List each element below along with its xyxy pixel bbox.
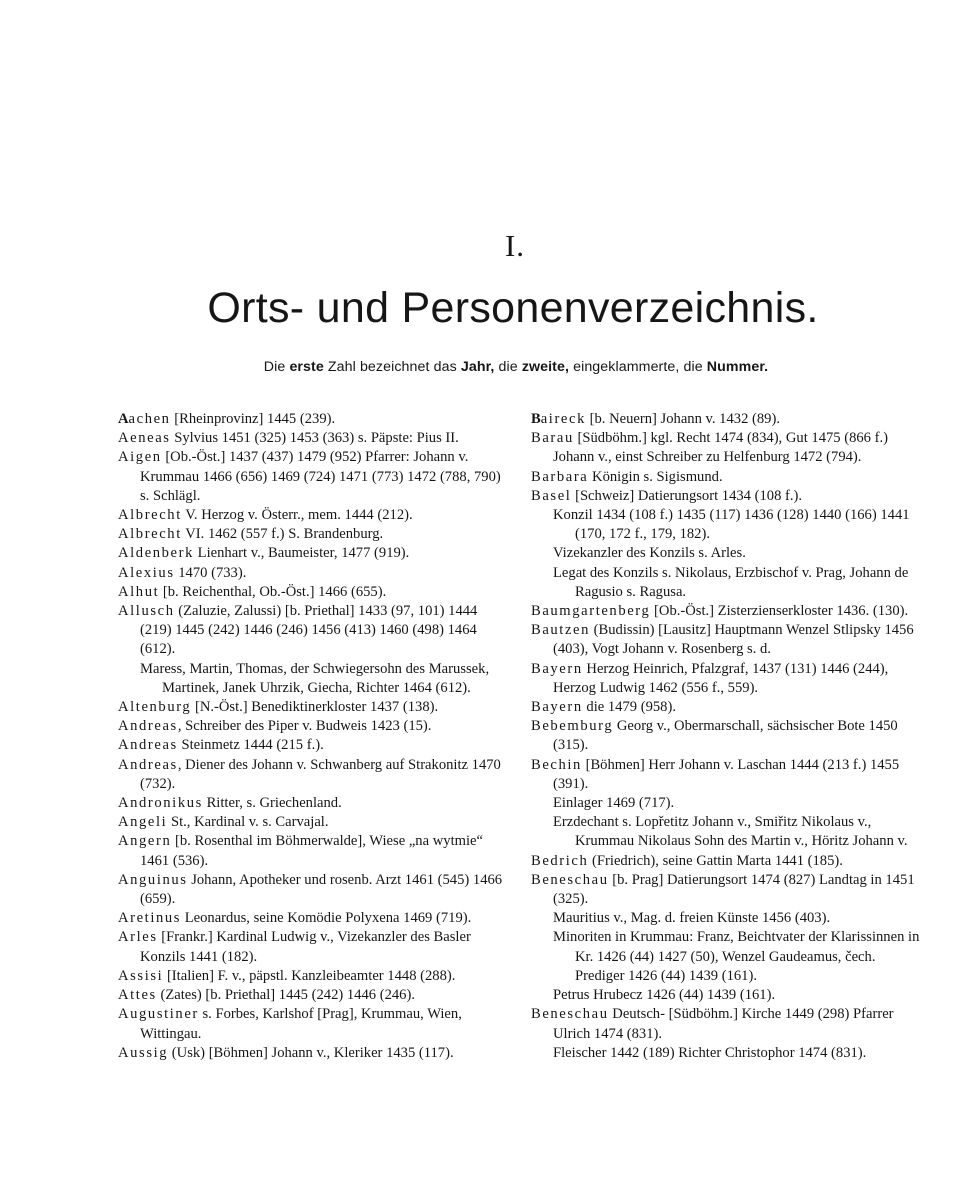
index-entry — [118, 525, 508, 544]
index-entry — [118, 429, 508, 448]
subtitle-bold: Jahr, — [460, 359, 495, 375]
entry-headword: Bautzen — [531, 622, 591, 639]
entry-headword: Aldenberk — [118, 545, 194, 562]
entry-headword: aireck — [540, 411, 586, 427]
entry-text: die 1479 (958). — [582, 699, 676, 716]
index-subentry: Konzil 1434 (108 f.) 1435 (117) 1436 (128) 1440 (166) 1441 (170, 172 f., 179, 182). — [553, 507, 910, 543]
entry-headword: Bechin — [531, 756, 582, 773]
subtitle-text: eingeklammerte, die — [573, 359, 703, 375]
index-entry — [118, 1044, 508, 1063]
entry-headword: Bedrich — [531, 852, 589, 869]
index-entry — [118, 756, 508, 794]
index-subentry: Minoriten in Krummau: Franz, Beichtvater der Klarissinnen in Kr. 1426 (44) 1427 (50), Wenzel Gaudeamus, čech. Prediger 1426 (44) 1439 (161). — [553, 929, 920, 984]
entry-headword: Beneschau — [531, 1006, 609, 1023]
entry-text: , Schreiber des Piper v. Budweis 1423 (15). — [177, 718, 432, 735]
entry-headword: Arles — [118, 929, 158, 946]
entry-text: [b. Rosenthal im Böhmerwalde], Wiese „na wytmie“ 1461 (536). — [140, 833, 483, 869]
entry-text: [Italien] F. v., päpstl. Kanzleibeamter 1448 (288). — [163, 967, 456, 984]
entry-headword: Anguinus — [118, 871, 188, 888]
index-subentry: Maress, Martin, Thomas, der Schwiegersohn des Marussek, Martinek, Janek Uhrzik, Giecha, Richter 1464 (612). — [140, 660, 490, 696]
index-entry — [531, 698, 921, 717]
index-subentry: Mauritius v., Mag. d. freien Künste 1456 (403). — [553, 910, 831, 927]
entry-text: Leonardus, seine Komödie Polyxena 1469 (719). — [181, 910, 472, 927]
entry-headword: Assisi — [118, 967, 164, 984]
page-title: Orts- und Personenverzeichnis. — [207, 284, 819, 332]
index-entry — [118, 698, 508, 717]
index-subentry: Petrus Hrubecz 1426 (44) 1439 (161). — [553, 987, 776, 1004]
entry-headword: Bebemburg — [531, 718, 614, 735]
entry-text: Ritter, s. Griechenland. — [202, 795, 342, 812]
entry-headword: Andronikus — [118, 795, 203, 812]
index-entry — [531, 660, 921, 698]
entry-headword: Aretinus — [118, 910, 182, 927]
entry-text: Königin s. Sigismund. — [588, 468, 723, 485]
index-entry — [118, 602, 508, 660]
entry-text: (Zaluzie, Zalussi) [b. Priethal] 1433 (97, 101) 1444 (219) 1445 (242) 1446 (246) 1456 (413) 1460 (498) 1464 (612). — [140, 603, 478, 658]
index-entry — [531, 756, 921, 794]
entry-text: (Usk) [Böhmen] Johann v., Kleriker 1435 (117). — [168, 1044, 454, 1061]
entry-text: [Südböhm.] kgl. Recht 1474 (834), Gut 1475 (866 f.) Johann v., einst Schreiber zu Helfenburg 1472 (794). — [553, 430, 888, 466]
entry-headword: Aussig — [118, 1044, 169, 1061]
index-column-left — [118, 410, 508, 1063]
index-entry — [118, 448, 508, 506]
index-subentry: Fleischer 1442 (189) Richter Christophor 1474 (831). — [553, 1044, 867, 1061]
entry-headword: Barbara — [531, 468, 589, 485]
index-entry — [118, 736, 508, 755]
index-entry — [118, 717, 508, 736]
subtitle-text: Die — [263, 359, 286, 375]
subtitle-bold: erste — [289, 359, 324, 375]
entry-text: [Rheinprovinz] 1445 (239). — [170, 411, 336, 427]
entry-text: 1470 (733). — [174, 564, 247, 581]
entry-text: [Böhmen] Herr Johann v. Laschan 1444 (213 f.) 1455 (391). — [553, 756, 900, 792]
index-entry — [118, 410, 508, 429]
index-entry — [118, 832, 508, 870]
index-entry — [118, 928, 508, 966]
index-subentry: Erzdechant s. Lopřetitz Johann v., Smiřitz Nikolaus v., Krummau Nikolaus Sohn des Martin v., Höritz Johann v. — [553, 814, 908, 850]
entry-text: [Ob.-Öst.] Zisterzienserkloster 1436. (130). — [650, 603, 909, 620]
entry-text: s. Forbes, Karlshof [Prag], Krummau, Wien, Wittingau. — [140, 1006, 462, 1042]
index-entry — [531, 1005, 921, 1043]
entry-headword: Albrecht — [118, 526, 182, 543]
index-entry — [531, 717, 921, 755]
index-entry — [531, 410, 921, 429]
entry-text: Steinmetz 1444 (215 f.). — [177, 737, 324, 754]
entry-headword: Beneschau — [531, 871, 609, 888]
entry-headword: Attes — [118, 987, 157, 1004]
index-subentry: Einlager 1469 (717). — [553, 795, 675, 812]
entry-text: (Budissin) [Lausitz] Hauptmann Wenzel Stlipsky 1456 (403), Vogt Johann v. Rosenberg s. d. — [553, 622, 914, 658]
entry-text: [b. Reichenthal, Ob.-Öst.] 1466 (655). — [159, 583, 387, 600]
entry-text: V. Herzog v. Österr., mem. 1444 (212). — [181, 507, 413, 524]
index-subentry: Legat des Konzils s. Nikolaus, Erzbischof v. Prag, Johann de Ragusio s. Ragusa. — [553, 564, 909, 600]
index-entry — [118, 564, 508, 583]
entry-text: [Schweiz] Datierungsort 1434 (108 f.). — [571, 487, 803, 504]
entry-headword: Andreas — [118, 756, 178, 773]
entry-text: [Frankr.] Kardinal Ludwig v., Vizekanzler des Basler Konzils 1441 (182). — [140, 929, 471, 965]
entry-text: Georg v., Obermarschall, sächsischer Bote 1450 (315). — [553, 718, 898, 754]
entry-text: Sylvius 1451 (325) 1453 (363) s. Päpste: Pius II. — [170, 430, 459, 447]
index-column-right — [531, 410, 921, 1063]
subtitle-text: die — [498, 359, 518, 375]
index-entry — [118, 871, 508, 909]
entry-headword: Andreas — [118, 718, 178, 735]
index-entry — [531, 487, 921, 506]
subtitle-text: Zahl bezeichnet das — [327, 359, 457, 375]
entry-headword: Andreas — [118, 737, 178, 754]
index-subentry: Vizekanzler des Konzils s. Arles. — [553, 545, 746, 562]
subtitle-bold: zweite, — [521, 359, 570, 375]
index-entry — [118, 794, 508, 813]
entry-headword: Aeneas — [118, 430, 171, 447]
index-entry — [118, 986, 508, 1005]
initial-letter: A — [118, 411, 129, 427]
entry-headword: Basel — [531, 487, 572, 504]
entry-headword: Bayern — [531, 660, 583, 677]
index-entry — [118, 909, 508, 928]
entry-headword: Allusch — [118, 603, 175, 620]
entry-text: St., Kardinal v. s. Carvajal. — [167, 814, 329, 831]
entry-headword: Angern — [118, 833, 172, 850]
index-entry — [531, 871, 921, 909]
entry-text: [b. Prag] Datierungsort 1474 (827) Landtag in 1451 (325). — [553, 871, 915, 908]
index-entry — [118, 506, 508, 525]
entry-headword: Albrecht — [118, 507, 182, 524]
entry-text: (Friedrich), seine Gattin Marta 1441 (185). — [588, 852, 843, 869]
entry-text: , Diener des Johann v. Schwanberg auf Strakonitz 1470 (732). — [140, 756, 501, 792]
entry-headword: Barau — [531, 430, 574, 447]
entry-headword: Alhut — [118, 583, 160, 600]
entry-text: Lienhart v., Baumeister, 1477 (919). — [194, 545, 410, 562]
entry-headword: Aigen — [118, 449, 162, 466]
subtitle-bold: Nummer. — [706, 359, 769, 375]
entry-text: [N.-Öst.] Benediktinerkloster 1437 (138). — [191, 699, 439, 716]
index-entry — [531, 852, 921, 871]
index-entry — [531, 468, 921, 487]
entry-text: Deutsch- [Südböhm.] Kirche 1449 (298) Pfarrer Ulrich 1474 (831). — [553, 1006, 894, 1042]
entry-text: (Zates) [b. Priethal] 1445 (242) 1446 (246). — [156, 987, 415, 1004]
entry-text: Johann, Apotheker und rosenb. Arzt 1461 (545) 1466 (659). — [140, 871, 503, 908]
subtitle — [0, 359, 960, 375]
index-entry — [118, 967, 508, 986]
index-entry — [531, 429, 921, 467]
index-entry — [118, 813, 508, 832]
entry-headword: Augustiner — [118, 1006, 199, 1023]
index-entry — [118, 544, 508, 563]
entry-headword: achen — [128, 411, 171, 427]
entry-headword: Alexius — [118, 564, 175, 581]
index-entry — [531, 602, 921, 621]
entry-headword: Angeli — [118, 814, 168, 831]
entry-text: Herzog Heinrich, Pfalzgraf, 1437 (131) 1446 (244), Herzog Ludwig 1462 (556 f., 559). — [553, 660, 889, 696]
entry-headword: Bayern — [531, 699, 583, 716]
index-entry — [118, 583, 508, 602]
chapter-number: I. — [504, 228, 526, 263]
index-entry — [118, 1005, 508, 1043]
entry-text: [Ob.-Öst.] 1437 (437) 1479 (952) Pfarrer: Johann v. Krummau 1466 (656) 1469 (724) 1471 (773) 1472 (788, 790) s. Schlägl. — [140, 449, 501, 504]
initial-letter: B — [531, 411, 541, 427]
entry-text: [b. Neuern] Johann v. 1432 (89). — [585, 411, 780, 427]
entry-text: VI. 1462 (557 f.) S. Brandenburg. — [181, 526, 384, 543]
index-entry — [531, 621, 921, 659]
entry-headword: Altenburg — [118, 699, 192, 716]
entry-headword: Baumgartenberg — [531, 603, 651, 620]
